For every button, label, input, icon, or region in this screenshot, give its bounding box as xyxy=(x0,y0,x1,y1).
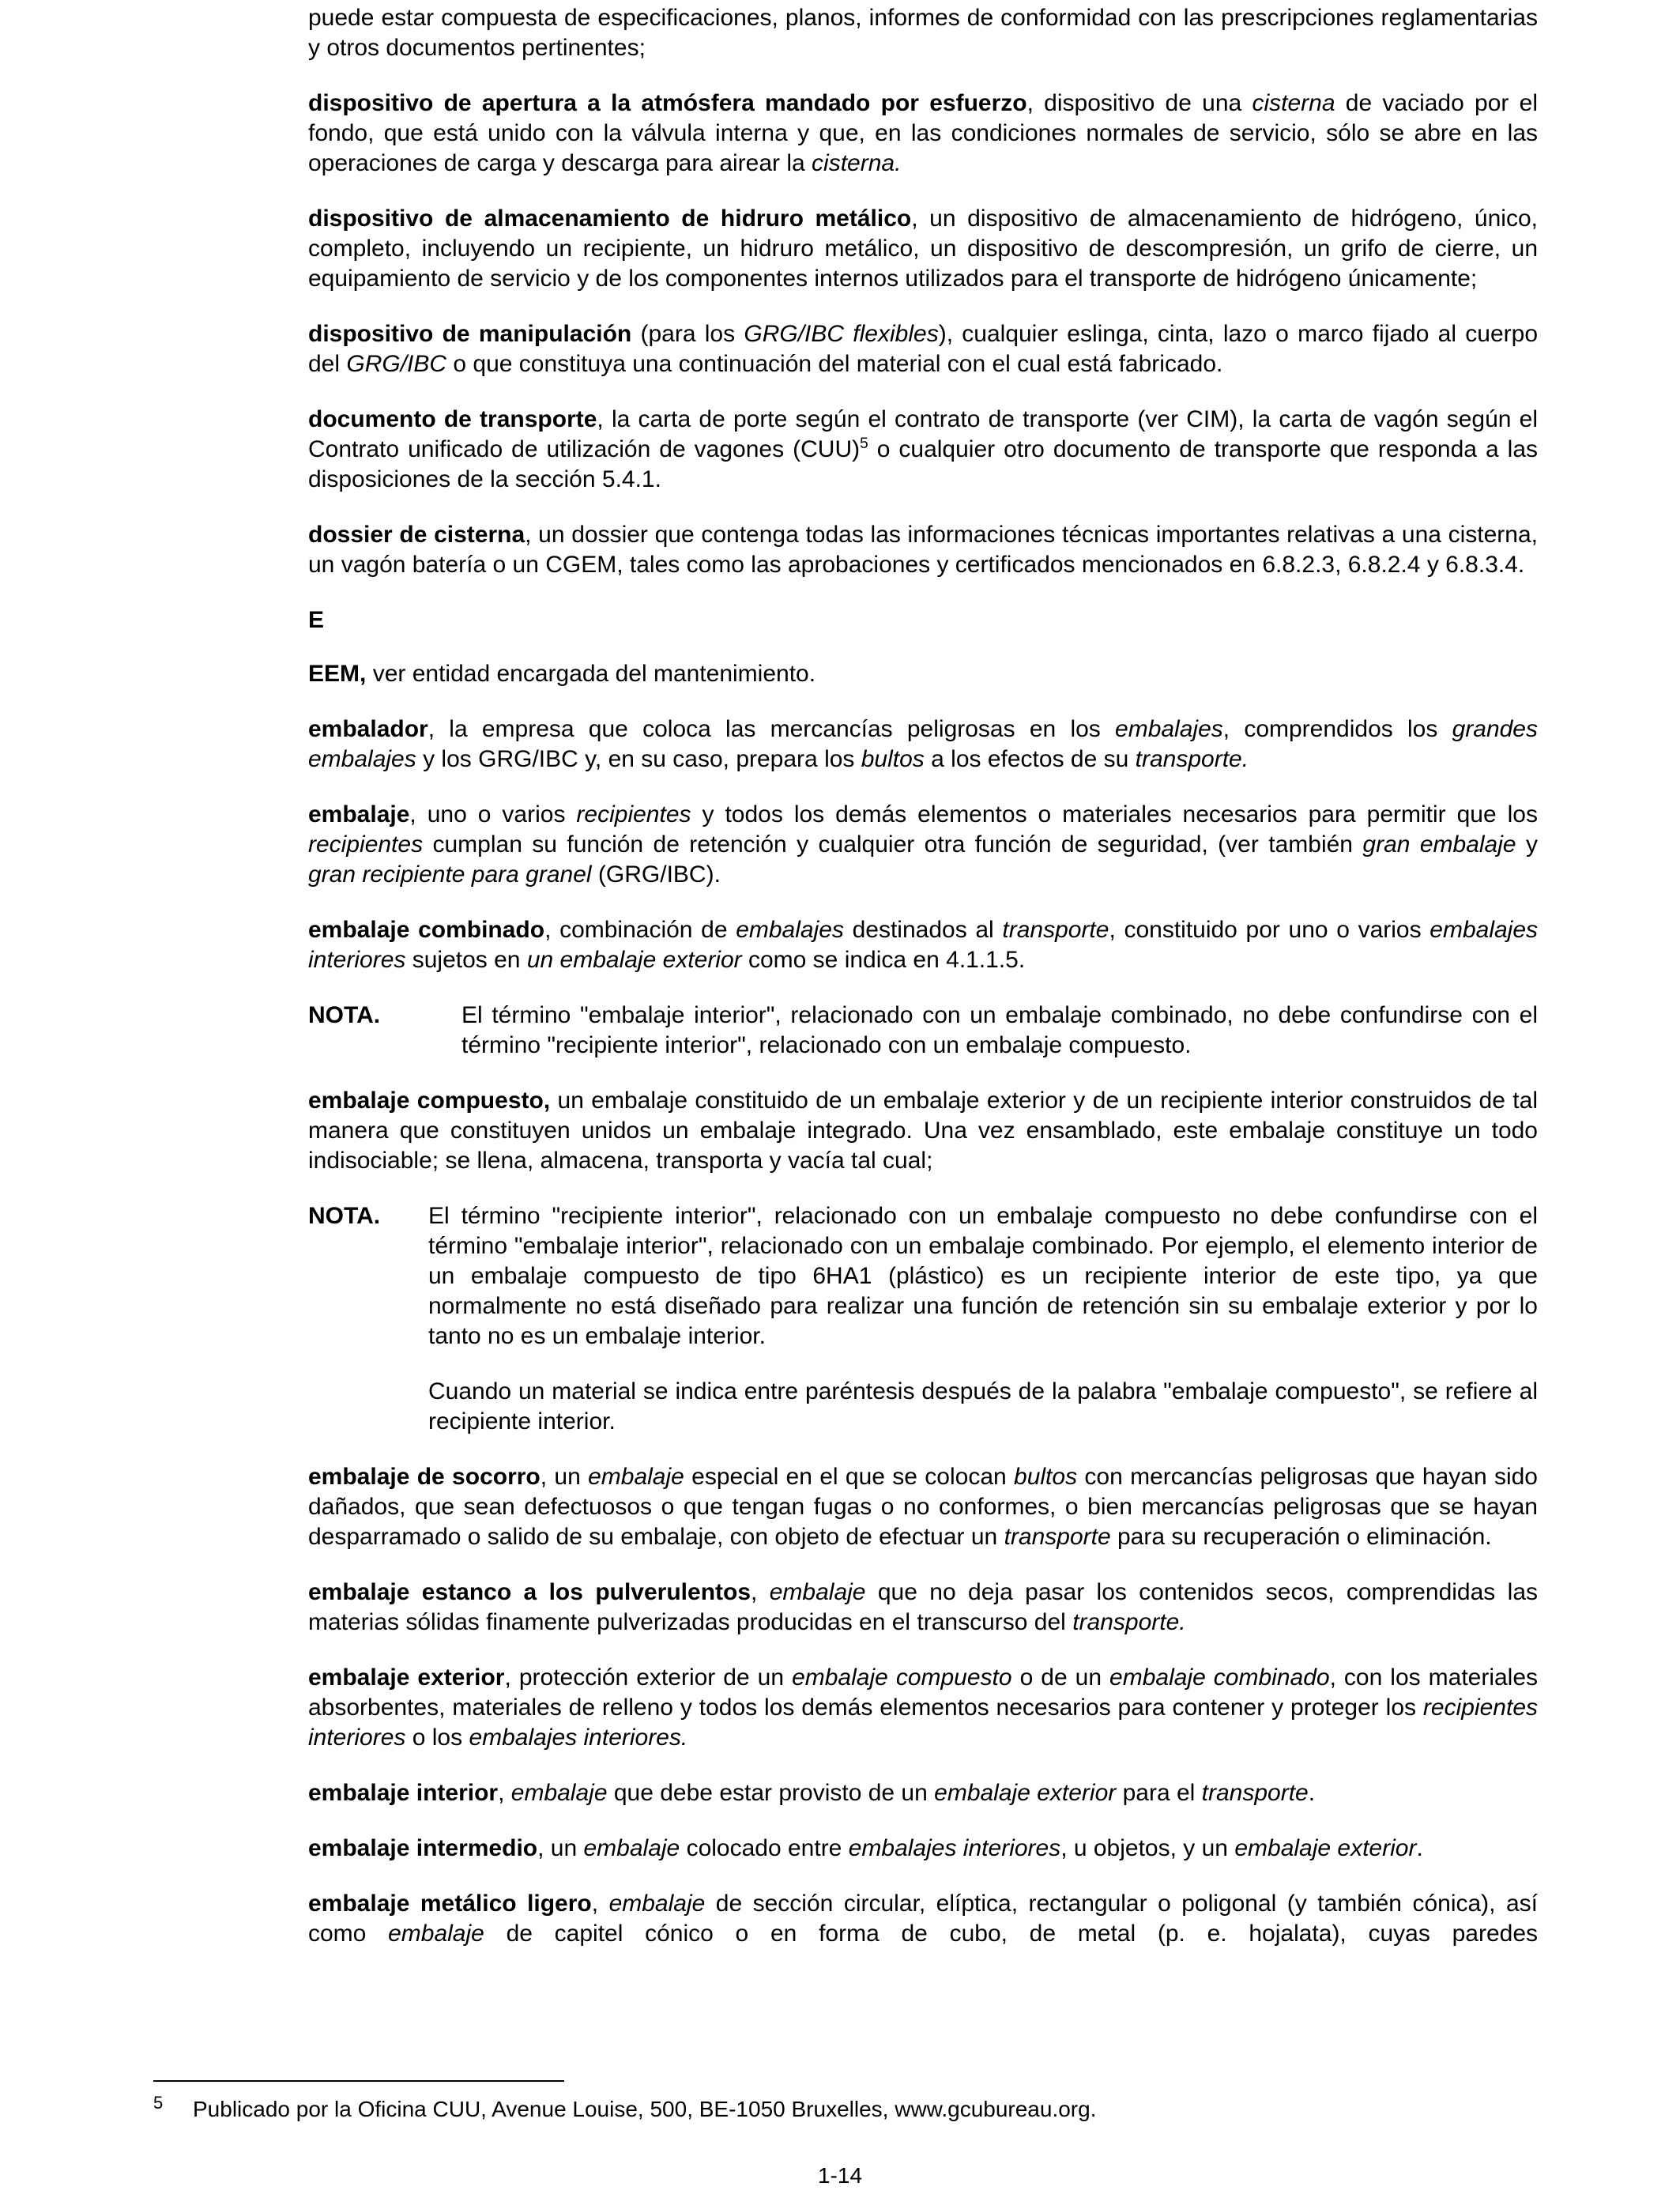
definition-text: , un dossier que contenga todas las informaciones técnicas importantes relativas a una cisterna, un vagón batería o un CGEM, tales como las aprobaciones y certificados mencionados en 6.8.2.3, 6.8.2.4 y 6.8.3.4. xyxy=(308,522,1538,578)
italic-term: GRG/IBC flexibles xyxy=(744,321,939,347)
italic-term: embalajes interiores xyxy=(308,917,1539,973)
definition-text: con mercancías peligrosas que hayan sido dañados, que sean defectuosos o que tengan fugas o no conformes, o bien mercancías peligrosas que se hayan desparramado o salido de su embalaje, con objeto de efectuar un xyxy=(308,1464,1538,1550)
glossary-entry xyxy=(308,3,1538,63)
definition-text: , un dispositivo de almacenamiento de hidrógeno, único, completo, incluyendo un recipiente, un hidruro metálico, un dispositivo de descompresión, un grifo de cierre, un equipamiento de servicio y de los componentes internos utilizados para el transporte de hidrógeno únicamente; xyxy=(308,205,1538,292)
italic-term: transporte xyxy=(1201,1780,1309,1806)
defined-term: dispositivo de apertura a la atmósfera mandado por esfuerzo xyxy=(308,90,1027,116)
italic-term: transporte xyxy=(1002,917,1109,943)
definition-text: que no deja pasar los contenidos secos, comprendidas las materias sólidas finamente pulverizadas producidas en el transcurso del xyxy=(308,1579,1539,1635)
italic-term: transporte. xyxy=(1135,746,1249,772)
italic-term: embalaje xyxy=(588,1464,684,1490)
definition-text: destinados al xyxy=(843,917,1003,943)
defined-term: embalaje exterior xyxy=(308,1664,505,1691)
note-paragraph: El término "recipiente interior", relacionado con un embalaje compuesto no debe confundirse con el término "embalaje interior", relacionado con un embalaje combinado. Por ejemplo, el elemento interior de un embalaje compuesto de tipo 6HA1 (plástico) es un recipiente interior de este tipo, ya que normalmente no está diseñado para realizar una función de retención sin su embalaje exterior y por lo tanto no es un embalaje interior. xyxy=(428,1203,1538,1349)
glossary-entry xyxy=(308,1086,1538,1176)
italic-term: grandes embalajes xyxy=(308,716,1538,772)
definition-text: , xyxy=(498,1780,511,1806)
defined-term: embalaje estanco a los pulverulentos xyxy=(308,1579,751,1605)
glossary-entry xyxy=(308,89,1538,179)
italic-term: gran embalaje xyxy=(1362,831,1516,858)
italic-term: bultos xyxy=(1014,1464,1078,1490)
italic-term: embalaje combinado xyxy=(1109,1664,1330,1691)
definition-text: como se indica en 4.1.1.5. xyxy=(741,947,1026,973)
definition-text: que debe estar provisto de un xyxy=(607,1780,935,1806)
footnote-reference: 5 xyxy=(860,435,868,452)
defined-term: embalaje compuesto, xyxy=(308,1088,551,1114)
italic-term: recipientes xyxy=(576,801,691,827)
definition-text: , xyxy=(751,1579,770,1605)
definition-text: . xyxy=(1416,1835,1423,1861)
definition-text: cumplan su función de retención y cualquier otra función de seguridad, (ver también xyxy=(423,831,1363,858)
defined-term: embalaje combinado xyxy=(308,917,545,943)
defined-term: embalaje xyxy=(308,801,410,827)
defined-term: dossier de cisterna xyxy=(308,522,525,548)
definition-text: especial en el que se colocan xyxy=(684,1464,1015,1490)
defined-term: dispositivo de almacenamiento de hidruro metálico xyxy=(308,205,912,232)
glossary-entry xyxy=(308,1778,1538,1808)
definition-text: o los xyxy=(405,1725,469,1751)
note-label: NOTA. xyxy=(308,1002,381,1028)
italic-term: cisterna xyxy=(1252,90,1335,116)
footnote-text: Publicado por la Oficina CUU, Avenue Louise, 500, BE-1050 Bruxelles, www.gcubureau.org. xyxy=(193,2097,1097,2121)
italic-term: embalaje xyxy=(583,1835,680,1861)
definition-text: o de un xyxy=(1011,1664,1110,1691)
italic-term: embalaje exterior xyxy=(934,1780,1117,1806)
defined-term: embalaje interior xyxy=(308,1780,499,1806)
italic-term: embalajes interiores xyxy=(848,1835,1061,1861)
defined-term: EEM, xyxy=(308,661,367,687)
glossary-entry xyxy=(308,319,1538,379)
definition-text: (GRG/IBC). xyxy=(591,861,721,888)
note-block xyxy=(308,1001,1538,1061)
definition-text: , dispositivo de una xyxy=(1026,90,1252,116)
definition-text: para su recuperación o eliminación. xyxy=(1110,1524,1492,1550)
definition-text: , combinación de xyxy=(544,917,736,943)
italic-term: bultos xyxy=(861,746,925,772)
glossary-entry xyxy=(308,714,1538,775)
italic-term: un embalaje exterior xyxy=(526,947,742,973)
italic-term: recipientes interiores xyxy=(308,1695,1538,1751)
italic-term: embalajes xyxy=(736,917,844,943)
definition-text: un embalaje constituido de un embalaje exterior y de un recipiente interior construidos de tal manera que constituyen unidos un embalaje integrado. Una vez ensamblado, este embalaje constituye un todo indisociable; se llena, almacena, transporta y vacía tal cual; xyxy=(308,1088,1538,1174)
italic-term: gran recipiente para granel xyxy=(308,861,592,888)
definition-text: , la empresa que coloca las mercancías peligrosas en los xyxy=(428,716,1116,742)
definition-text: para el xyxy=(1116,1780,1202,1806)
definition-text: , la carta de porte según el contrato de transporte (ver CIM), la carta de vagón según el Contrato unificado de utilización de vagones (CUU) xyxy=(308,406,1538,462)
page-number: 1-14 xyxy=(817,2163,863,2188)
definition-text: , un xyxy=(537,1835,584,1861)
footnote-number: 5 xyxy=(153,2093,164,2113)
note-paragraph: Cuando un material se indica entre paréntesis después de la palabra "embalaje compuesto", se refiere al recipiente interior. xyxy=(428,1378,1538,1434)
defined-term: dispositivo de manipulación xyxy=(308,321,632,347)
footnote-separator xyxy=(153,2080,564,2082)
glossary-entry xyxy=(308,1663,1538,1753)
definition-text: , constituido por uno o varios xyxy=(1109,917,1430,943)
italic-term: embalaje xyxy=(510,1780,608,1806)
italic-term: transporte. xyxy=(1072,1609,1186,1635)
glossary-entry xyxy=(308,800,1538,890)
definition-text: o que constituya una continuación del material con el cual está fabricado. xyxy=(446,351,1223,377)
italic-term: embalaje xyxy=(388,1921,484,1947)
defined-term: embalaje metálico ligero xyxy=(308,1891,592,1917)
definition-text: , protección exterior de un xyxy=(504,1664,793,1691)
definition-text: puede estar compuesta de especificaciones, planos, informes de conformidad con las prescripciones reglamentarias y otros documentos pertinentes; xyxy=(308,5,1538,61)
definition-text: de capitel cónico o en forma de cubo, de metal (p. e. hojalata), cuyas paredes xyxy=(484,1921,1538,1947)
definition-text: ), cualquier eslinga, cinta, lazo o marco fijado al cuerpo del xyxy=(308,321,1539,377)
defined-term: documento de transporte xyxy=(308,406,597,432)
defined-term: embalador xyxy=(308,716,428,742)
definition-text: y los GRG/IBC y, en su caso, prepara los xyxy=(416,746,861,772)
definition-text: , un xyxy=(540,1464,589,1490)
italic-term: embalaje xyxy=(769,1579,866,1605)
note-text xyxy=(461,1001,1538,1061)
italic-term: recipientes xyxy=(308,831,424,858)
definition-text: a los efectos de su xyxy=(924,746,1136,772)
glossary-entry xyxy=(308,1834,1538,1864)
definition-text: , xyxy=(591,1891,609,1917)
definition-text: (para los xyxy=(631,321,744,347)
note-block xyxy=(308,1201,1538,1437)
italic-term: embalaje compuesto xyxy=(792,1664,1012,1691)
definition-text: de vaciado por el fondo, que está unido con la válvula interna y que, en las condiciones normales de servicio, sólo se abre en las operaciones de carga y descarga para airear la xyxy=(308,90,1539,176)
definition-text: de sección circular, elíptica, rectangular o poligonal (y también cónica), así como xyxy=(308,1891,1538,1947)
defined-term: embalaje de socorro xyxy=(308,1464,541,1490)
glossary-entry xyxy=(308,1889,1538,1949)
note-label: NOTA. xyxy=(308,1203,381,1229)
definition-text: sujetos en xyxy=(405,947,527,973)
definition-text: , u objetos, y un xyxy=(1060,1835,1235,1861)
note-paragraph: El término "embalaje interior", relacionado con un embalaje combinado, no debe confundirse con el término "recipiente interior", relacionado con un embalaje compuesto. xyxy=(461,1002,1538,1058)
glossary-entry xyxy=(308,204,1538,294)
definition-text: y xyxy=(1516,831,1538,858)
note-text xyxy=(428,1201,1538,1437)
glossary-entry xyxy=(308,1578,1538,1638)
glossary-column xyxy=(308,3,1538,1974)
italic-term: embalaje xyxy=(608,1891,706,1917)
definition-text: colocado entre xyxy=(680,1835,849,1861)
italic-term: embalaje exterior xyxy=(1234,1835,1417,1861)
glossary-entry xyxy=(308,520,1538,580)
definition-text: o cualquier otro documento de transporte que responda a las disposiciones de la sección 5.4.1. xyxy=(308,436,1538,492)
italic-term: cisterna. xyxy=(812,150,902,176)
definition-text: , uno o varios xyxy=(409,801,577,827)
defined-term: embalaje intermedio xyxy=(308,1835,538,1861)
definition-text: . xyxy=(1308,1780,1316,1806)
italic-term: transporte xyxy=(1004,1524,1111,1550)
definition-text: , comprendidos los xyxy=(1222,716,1452,742)
italic-term: embalajes xyxy=(1115,716,1223,742)
definition-text: , con los materiales absorbentes, materiales de relleno y todos los demás elementos necesarios para contener y proteger los xyxy=(308,1664,1539,1721)
italic-term: embalajes interiores. xyxy=(469,1725,688,1751)
definition-text: ver entidad encargada del mantenimiento. xyxy=(366,661,816,687)
section-letter: E xyxy=(308,607,325,633)
definition-text: y todos los demás elementos o materiales necesarios para permitir que los xyxy=(691,801,1538,827)
glossary-entry xyxy=(308,1462,1538,1552)
glossary-entry xyxy=(308,659,1538,689)
italic-term: GRG/IBC xyxy=(346,351,447,377)
glossary-entry xyxy=(308,405,1538,495)
glossary-entry xyxy=(308,915,1538,975)
